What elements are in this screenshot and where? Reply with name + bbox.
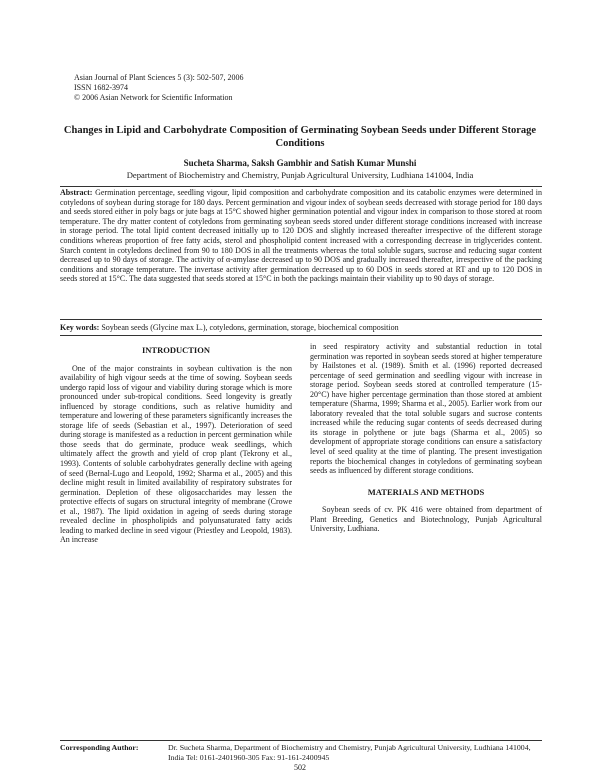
footer-rule (60, 740, 542, 741)
introduction-paragraph: One of the major constraints in soybean cultivation is the non availability of high vigour seeds at the time of sowing. Soybean seeds undergo rapid loss of vigour and viability during storage which is more pronounced under sub-tropical conditions. Seed longevity is greatly influenced by storage conditions, such as relative humidity and temperature and lowering of these parameters significantly increases the storage life of seeds (Sebastian et al., 1997). Deterioration of seed during storage is manifested as a reduction in percent germination while those seeds that do germinate, produce weak seedlings, which ultimately affect the growth and yield of crop plant (Tekrony et al., 1993). Contents of soluble carbohydrates generally decline with ageing of seed (Bernal-Lugo and Leopold, 1992; Sharma et al., 2005) and this decline might result in limited availability of respiratory substrates for germination. Depletion of these oligosaccharides may lessen the protective effects of sugars on structural integrity of membrane (Crowe et al., 1987). The lipid oxidation in ageing of seeds during storage revealed decline in phospholipids and polyunsaturated fatty acids leading to marked decline in seed vigour (Priestley and Leopold, 1983). An increase (60, 363, 292, 545)
corresponding-author (60, 743, 542, 762)
abstract-top-rule (60, 186, 542, 187)
journal-citation: Asian Journal of Plant Sciences 5 (3): 502-507, 2006 (74, 73, 244, 82)
methods-paragraph: Soybean seeds of cv. PK 416 were obtained from department of Plant Breeding, Genetics and Biotechnology, Punjab Agricultural University, Ludhiana. (310, 505, 542, 534)
page-number: 502 (294, 763, 306, 772)
corresponding-text: Dr. Sucheta Sharma, Department of Biochemistry and Chemistry, Punjab Agricultural University, Ludhiana 141004, India Tel: 0161-2401960-305 Fax: 91-161-2400945 (168, 743, 531, 762)
introduction-heading: INTRODUCTION (141, 345, 210, 355)
paper-title: Changes in Lipid and Carbohydrate Composition of Germinating Soybean Seeds under Different Storage Conditions (63, 125, 537, 149)
left-column (60, 342, 292, 545)
journal-header (74, 73, 244, 103)
keywords-rule (60, 335, 542, 336)
methods-heading: MATERIALS AND METHODS (367, 486, 485, 497)
abstract-label: Abstract: (60, 188, 93, 197)
abstract-bottom-rule (60, 319, 542, 320)
right-column (310, 342, 542, 534)
journal-issn: ISSN 1682-3974 (74, 83, 129, 92)
keywords (60, 323, 542, 333)
keywords-text: Soybean seeds (Glycine max L.), cotyledons, germination, storage, biochemical composition (101, 323, 399, 332)
paper-authors: Sucheta Sharma, Saksh Gambhir and Satish Kumar Munshi (183, 158, 417, 168)
abstract (60, 188, 542, 284)
abstract-text: Germination percentage, seedling vigour, lipid composition and carbohydrate composition and its catabolic enzymes were determined in cotyledons of soybean during storage for 180 days. Percent germination and vigour index of soybean seeds decreased with storage period for 180 days and seeds stored either in poly bags or jute bags at 15°C showed higher germination potential and vigour index in comparison to those stored at room temperature. The dry matter content of cotyledons from germinating soybean seeds stored under different storage conditions increased with increase in storage period. The total lipid content decreased initially up to 120 DOS and slightly increased thereafter irrespective of the different storage conditions whereas proportion of free fatty acids, sterol and phospholipid content increased with a corresponding decrease in triglycerides content. Starch content in cotyledons declined from 90 to 180 DOS in all the treatments whereas the total soluble sugars, sucrose and reducing sugar content decreased up to 90 days of storage. The activity of α-amylase decreased up to 90 DOS and gradually increased thereafter, irrespective of the packing conditions and storage temperature. The invertase activity after germination decreased up to 60 DOS in seeds stored at RT and up to 120 DOS in seeds stored at 15°C. The data suggested that seeds stored at 15°C in both the packings maintain their viability up to 90 days of storage. (60, 188, 542, 284)
paper-affiliation: Department of Biochemistry and Chemistry, Punjab Agricultural University, Ludhiana 141004, India (126, 170, 474, 180)
keywords-label: Key words: (60, 323, 100, 332)
corresponding-label: Corresponding Author: (60, 743, 139, 752)
right-column-paragraph: in seed respiratory activity and substantial reduction in total germination was reported in soybean seeds stored at higher temperature by Hailstones et al. (1989). Smith et al. (1996) reported decreased percentage of seed germination and seedling vigour with increase in storage period. Soybean seeds stored at controlled temperature (15-20°C) have higher percentage germination than those stored at ambient temperature (Sharma, 1999; Sharma et al., 2005). Earlier work from our laboratory revealed that the total soluble sugars and sucrose contents increased while the reducing sugar contents of seeds decreased during its storage in polythene or jute bags (Sharma et al., 2005) so development of appropriate storage conditions can ensure a satisfactory level of seed quality at the time of planting. The present investigation reports the biochemical changes in cotyledons of germinating soybean seeds as influenced by different storage conditions. (310, 342, 542, 476)
journal-copyright: © 2006 Asian Network for Scientific Information (74, 93, 233, 102)
